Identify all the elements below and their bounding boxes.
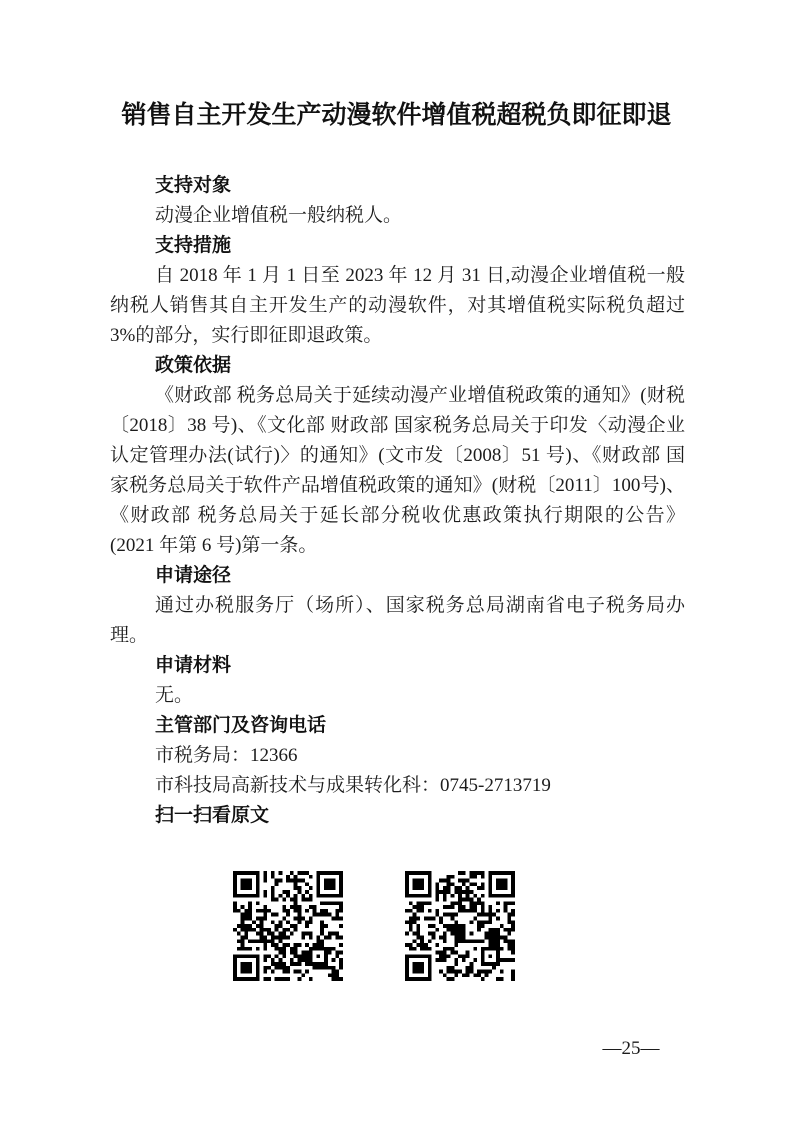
qr-code-right [405, 871, 515, 981]
paragraph-application-channel: 通过办税服务厅（场所）、国家税务总局湖南省电子税务局办理。 [110, 595, 685, 646]
page-title: 销售自主开发生产动漫软件增值税超税负即征即退 [121, 102, 672, 129]
qr-code-row [233, 871, 685, 981]
section-heading-support-target: 支持对象 [155, 175, 232, 196]
paragraph-tax-bureau-phone: 市税务局：12366 [155, 745, 298, 766]
paragraph-science-bureau-phone: 市科技局高新技术与成果转化科：0745-2713719 [155, 775, 551, 796]
section-heading-application-materials: 申请材料 [155, 655, 232, 676]
page-number: —25— [602, 1038, 660, 1059]
section-heading-scan-original: 扫一扫看原文 [155, 805, 270, 826]
section-heading-support-measures: 支持措施 [155, 235, 232, 256]
paragraph-support-measures: 自 2018 年 1 月 1 日至 2023 年 12 月 31 日,动漫企业增值税一般纳税人销售其自主开发生产的动漫软件，对其增值税实际税负超过3%的部分，实行即征即退政策。 [110, 265, 685, 346]
qr-code-left [233, 871, 343, 981]
paragraph-application-materials: 无。 [155, 685, 194, 706]
section-heading-policy-basis: 政策依据 [155, 355, 232, 376]
paragraph-policy-basis: 《财政部 税务总局关于延续动漫产业增值税政策的通知》(财税〔2018〕38 号)、《文化部 财政部 国家税务总局关于印发〈动漫企业认定管理办法(试行)〉的通知》(文市发〔2008〕51 号)、《财政部 国家税务总局关于软件产品增值税政策的通知》(财税〔2011〕100号)、《财政部 税务总局关于延长部分税收优惠政策执行期限的公告》(2021 年第 6 号)第一条。 [110, 385, 685, 556]
document-body [110, 171, 685, 981]
section-heading-application-channel: 申请途径 [155, 565, 232, 586]
section-heading-department-phone: 主管部门及咨询电话 [155, 715, 327, 736]
paragraph-support-target: 动漫企业增值税一般纳税人。 [155, 205, 403, 226]
